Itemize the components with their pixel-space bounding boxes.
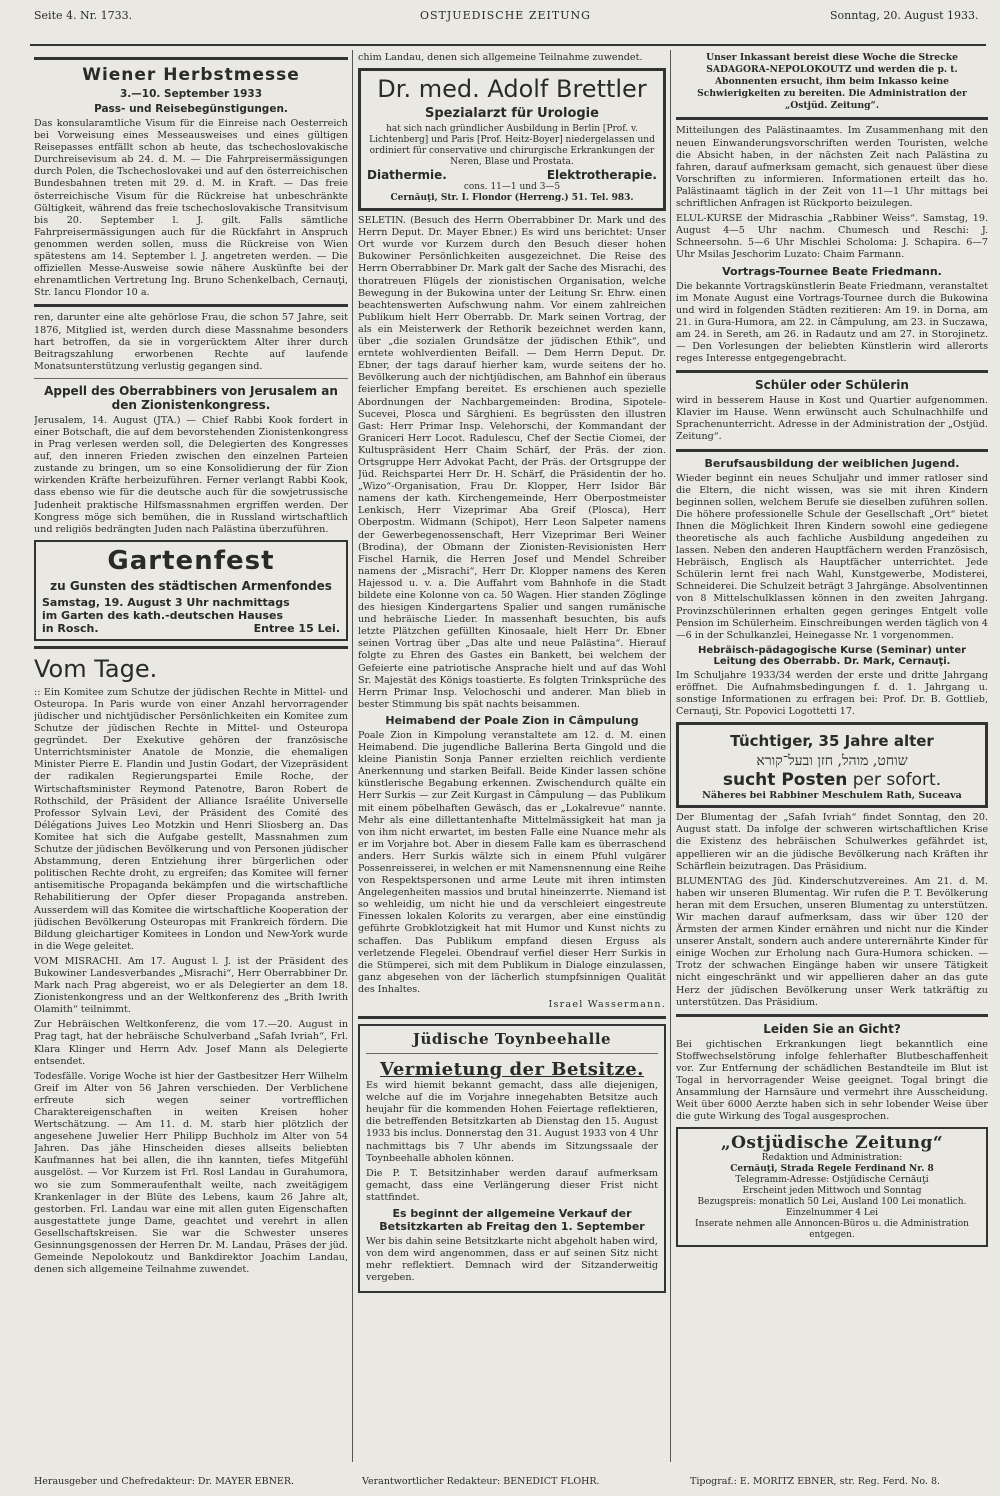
hebr-kurse-title: Hebräisch-pädagogische Kurse (Seminar) unter Leitung des Oberrabb. Dr. Mark, Cernauţi. <box>697 644 967 667</box>
verkauf-text: Wer bis dahin seine Betsitzkarte nicht abgeholt haben wird, von dem wird angenommen, dass er auf seinen Sitz nicht mehr reflektiert. Demnach wird der Sitzanderweitig vergeben. <box>366 1236 658 1284</box>
schueler-text: wird in besserem Hause in Kost und Quartier aufgenommen. Klavier im Hause. Wenn erwünscht auch Schulnachhilfe und Sprachenunterricht. Adresse in der Administration der „Ostjüd. Zeitung“. <box>676 395 988 443</box>
inkasso-notice: Unser Inkassant bereist diese Woche die Strecke SADAGORA-NEPOLOKOUTZ und werden die p. t. Abonnenten ersucht, ihm beim Inkasso keine Schwierigkeiten zu bereiten. Die Administration der „Ostjüd. Zeitung“. <box>697 52 967 112</box>
blumentag-text: Der Blumentag der „Safah Ivriah“ findet Sonntag, den 20. August statt. Da infolge der schweren wirtschaftlichen Krise die Existenz des hebräischen Schulwerkes gefährdet ist, appellieren wir an die jüdische Bevölkerung nach Kräften ihr Schärflein beizutragen. Das Präsidium. <box>676 812 988 872</box>
section-rule <box>676 449 988 452</box>
section-rule <box>358 1016 666 1019</box>
toynbee-title: Jüdische Toynbeehalle <box>412 1030 612 1049</box>
tuechtiger-info: Näheres bei Rabbiner Meschulem Rath, Suceava <box>702 790 962 802</box>
page-number: Seite 4. Nr. 1733. <box>34 9 133 22</box>
tuechtiger-hebrew: שוחט, מוהל, חזן ובעל־קורא <box>756 753 908 770</box>
palaestinaamt-text: Mitteilungen des Palästinaamtes. Im Zusammenhang mit den neuen Einwanderungsvorschriften werden Touristen, welche die Absicht haben, in der nächsten Zeit nach Palästina zu fahren, darauf aufmerksam gemacht, sich genauest über diese Vorschriften zu informieren. Informationen erteilt das ho. Palästinaamt täglich in der Zeit von 11—1 Uhr mittags bei schriftlichen Anfragen ist Rückporto beizulegen. <box>676 125 988 210</box>
vortrag-text: Die bekannte Vortragskünstlerin Beate Friedmann, veranstaltet im Monate August eine Vortrags-Tournee durch die Bukowina und wird in folgenden Städten rezitieren: Am 19. in Dorna, am 21. in Gura-Humora, am 22. in Câmpulung, am 23. in Suczawa, am 24. in Sereth, am 26. in Radautz und am 27. in Storojinetz. — Den Vorlesungen der beliebten Künstlerin wird allerorts reges Interesse entgegengebracht. <box>676 280 988 365</box>
doctor-diathermie: Diathermie. <box>367 168 447 183</box>
vermietung-text2: Die P. T. Betsitzinhaber werden darauf aufmerksam gemacht, dass eine Verlängerung dieser Frist nicht stattfindet. <box>366 1167 658 1203</box>
vom-tage-title: Vom Tage. <box>34 654 158 683</box>
gicht-text: Bei gichtischen Erkrankungen liegt bekanntlich eine Stoffwechselstörung infolge fehlerhafter Blutbeschaffenheit vor. Zur Entfernung der schädlichen Bestandteile im Blut ist Togal in hervorragender Weise geeignet. Togal bringt die Ansammlung der Harnsäure und vermehrt ihre Ausscheidung. Weit über 6000 Aerzte haben sich in sehr lobender Weise über die gute Wirkung des Togal ausgesprochen. <box>676 1038 988 1123</box>
section-rule <box>676 117 988 120</box>
poale-text: Poale Zion in Kimpolung veranstaltete am 12. d. M. einen Heimabend. Die jugendliche Ballerina Berta Gingold und die kleine Pianistin Sonja Panner erzielten reichlich verdiente Anerkennung und starken Beifall. Beide Kinder lassen schöne künstlerische Begabung erkennen. Zwischendurch quälte ein Herr Surkis — zur Zeit Kurgast in Câmpulung — das Publikum mit einem pöbelhaften Gewäsch, das er „Lokalrevue“ nannte. Mehr als eine dillettantenhafte Mittelmässigkeit hat man ja von ihm nicht erwartet, im besten Falle eine Nuance mehr als er im Vorjahre bot. Aber in diesem Falle kam es überraschend anders. Herr Surkis wälzte sich in einem Pfuhl vulgärer Possenreisserei, in welchen er mit Namensnennung eine Reihe von Respektspersonen und arme Leute mit ihren intimsten Angelegenheiten massios und brutal hineinzerrte. Niemand ist so wehleidig, um nicht hie und da verschleiert eingestreute Finessen lokalen Kolorits zu verargen, aber eine einstündig geführte Grobklotzigkeit hat mit Humor und Kunst nichts zu schaffen. Das Publikum empfand diesen Erguss als verletzende Flegelei. Obendrauf verfiel dieser Herr Surkis in die Stümperei, sich mit dem Publikum in Dialoge einzulassen, ganz abgesehen von der lächerlich stumpfsinnigen Qualität des Inhaltes. <box>358 729 666 995</box>
continued-text: ren, darunter eine alte gehörlose Frau, die schon 57 Jahre, seit 1876, Mitglied ist, werden durch diese Massnahme besonders hart betroffen, da sie in vorgerücktem Alter ihrer durch Beitragszahlung erworbenen Rechte auf laufende Monatsunterstützung verlustig gegangen sind. <box>34 312 348 372</box>
gartenfest-line3: in Rosch. <box>42 621 99 635</box>
section-rule <box>676 1014 988 1017</box>
column-left <box>34 52 348 1462</box>
messe-dates: 3.—10. September 1933 <box>119 88 263 100</box>
gartenfest-ad <box>34 540 348 641</box>
section-rule <box>366 1053 658 1054</box>
newspaper-title: OSTJUEDISCHE ZEITUNG <box>420 9 591 22</box>
doctor-hours: cons. 11—1 und 3—5 <box>463 182 561 193</box>
impressum-box <box>676 1127 988 1247</box>
verkauf-title: Es beginnt der allgemeine Verkauf der Betsitzkarten ab Freitag den 1. September <box>379 1207 645 1234</box>
tuechtiger-sofort: per sofort. <box>852 770 942 791</box>
footer-editor: Verantwortlicher Redakteur: BENEDICT FLOHR. <box>362 1476 600 1487</box>
elul-text: ELUL-KURSE der Midraschia „Rabbiner Weiss“. Samstag, 19. August 4—5 Uhr nachm. Chumesch und Reschi: J. Schneersohn. 5—6 Uhr Mischlei Scholoma: J. Schapira. 6—7 Uhr Msilas Jeschorim Luzato: Chaim Farmann. <box>676 213 988 261</box>
doctor-address: Cernăuţi, Str. I. Flondor (Herreng.) 51. Tel. 983. <box>390 193 634 204</box>
brettler-ad <box>358 68 666 211</box>
schueler-title: Schüler oder Schülerin <box>755 378 909 393</box>
hebr-kurse-text: Im Schuljahre 1933/34 werden der erste und dritte Jahrgang eröffnet. Die Aufnahmsbedingungen f. d. 1. Jahrgang u. sonstige Informationen zu erfragen bei: Prof. Dr. B. Gottlieb, Cernauţi, Str. Popovici Logottetti 17. <box>676 669 988 718</box>
gartenfest-title: Gartenfest <box>107 545 275 576</box>
impressum-redaktion: Redaktion und Administration: <box>761 1153 903 1164</box>
header-rule <box>30 44 986 46</box>
impressum-inserate: Inserate nehmen alle Annoncen-Büros u. die Administration entgegen. <box>695 1219 969 1241</box>
impressum-address: Cernăuţi, Strada Regele Ferdinand Nr. 8 <box>730 1164 934 1175</box>
komitee-text: :: Ein Komitee zum Schutze der jüdischen Rechte in Mittel- und Osteuropa. In Paris wurde von einer Anzahl hervorragender jüdischer und nichtjüdischer Persönlichkeiten ein Komitee zum Schutze der jüdischen Rechte in Mittel- und Osteuropa gegründet. Der Exekutive gehören der französische Unterrichtsminister Anatole de Monzie, die ehemaligen Minister Pierre E. Flandin und Justin Godart, der Vizepräsident der radikalen Regierungspartei Emile Roche, der Wirtschaftsminister Reymond Patenotre, Baron Robert de Rothschild, der Präsident der Alliance Israélite Universelle Professor Sylvain Levi, der Präsident des Comité des Délégations Juives Leo Motzkin und Henri Sliosberg an. Das Komitee hat sich die Aufgabe gestellt, Massnahmen zum Schutze der jüdischen Bevölkerung und von Personen jüdischer Abstammung, deren Entziehung ihrer bürgerlichen oder politischen Rechte droht, zu ergreifen; das Komitee will ferner antisemitische Propaganda bekämpfen und die wirtschaftliche Rehabilitierung der Opfer dieser Propaganda anstreben. Ausserdem will das Komitee die wirtschaftliche Kooperation der jüdischen Bevölkerung Osteuropas mit Frankreich fördern. Die Bildung gleichartiger Komitees in London und New-York wurde in die Wege geleitet. <box>34 686 348 952</box>
gartenfest-line1: Samstag, 19. August 3 Uhr nachmittags <box>42 595 290 609</box>
section-rule <box>34 378 348 379</box>
issue-date: Sonntag, 20. August 1933. <box>830 9 979 22</box>
tuechtiger-sucht: sucht Posten <box>722 770 848 791</box>
poale-signature: Israel Wassermann. <box>548 999 666 1010</box>
kook-text: Jerusalem, 14. August (JTA.) — Chief Rabbi Kook fordert in einer Botschaft, die auf dem bevorstehenden Zionistenkongress in Prag verlesen werden soll, die Delegierten des Kongresses auf, den inneren Frieden zwischen den einzelnen Parteien zustande zu bringen, um so eine Konsolidierung der für Zion wirkenden Kräfte herbeizuführen. Ferner verlangt Rabbi Kook, dass ebenso wie für die deutsche auch für die sowjetrussische Judenheit praktische Hilfsmassnahmen ergriffen werden. Der Kongress möge sich bemühen, die in Russland wirtschaftlich und religiös bedrängten Juden nach Palästina überzuführen. <box>34 414 348 535</box>
gicht-title: Leiden Sie an Gicht? <box>763 1021 901 1036</box>
section-rule <box>676 370 988 373</box>
doctor-text: hat sich nach gründlicher Ausbildung in Berlin [Prof. v. Lichtenberg] und Paris [Prof. Heitz-Boyer] niedergelassen und ordiniert für conservative und chirurgische Erkrankungen der Neren, Blase und Prostata. <box>369 124 655 168</box>
doctor-elektro: Elektrotherapie. <box>546 168 657 183</box>
impressum-telegram: Telegramm-Adresse: Ostjüdische Cernăuţi <box>735 1175 929 1186</box>
hebr-weltkonferenz-text: Zur Hebräischen Weltkonferenz, die vom 17.—20. August in Prag tagt, hat der hebräische Schulverband „Safah Ivriah“, Frl. Klara Klinger und Herrn Adv. Josef Mann als Delegierte entsendet. <box>34 1019 348 1067</box>
messe-text: Das konsularamtliche Visum für die Einreise nach Oesterreich bei Vorweisung eines Messeausweises und eines gültigen Reisepasses entfällt schon ab heute, das tschechoslovakische Durchreisevisum ab 24. d. M. — Die Fahrpreisermässigungen durch Polen, die Tschechoslovakei und auf den österreichischen Bundesbahnen treten mit 29. d. M. in Kraft. — Das freie österreichische Visum für die Rückreise hat unbeschränkte Gültigkeit, während das freie tschechoslovakische Transitvisum bis 20. September l. J. gilt. Falls sämtliche Fahrpreisermässigungen auch für die Rückfahrt in Anspruch genommen werden sollen, muss die Rückreise von Wien spätestens am 14. September l. J. angetreten werden. — Die offiziellen Messe-Ausweise sowie nähere Auskünfte bei der ehrenamtlichen Vertretung Ing. Bruno Schenkelbach, Cernauţi, Str. Iancu Flondor 10 a. <box>34 118 348 299</box>
impressum-price: Bezugspreis: monatlich 50 Lei, Ausland 100 Lei monatlich. Einzelnummer 4 Lei <box>697 1197 967 1219</box>
column-divider <box>352 50 353 1462</box>
section-rule <box>34 57 348 60</box>
section-rule <box>34 304 348 307</box>
kook-title: Appell des Oberrabbiners von Jerusalem an den Zionistenkongress. <box>44 383 338 412</box>
toynbeehalle-ad <box>358 1024 666 1293</box>
column-middle <box>358 52 666 1462</box>
vermietung-text: Es wird hiemit bekannt gemacht, dass alle diejenigen, welche auf die im Vorjahre innegehabten Betsitze auch heujahr für die kommenden Hohen Feiertage reflektieren, die betreffenden Betsitzkarten ab Dienstag den 15. August 1933 bis inclus. Donnerstag den 31. August 1933 von 4 Uhr nachmittags bis 7 Uhr abends im Sitzungssaale der Toynbeehalle abholen können. <box>366 1080 658 1164</box>
gartenfest-sub: zu Gunsten des städtischen Armenfondes <box>50 578 332 593</box>
doctor-specialty: Spezialarzt für Urologie <box>425 106 599 122</box>
masthead <box>0 0 1000 30</box>
section-rule <box>34 646 348 649</box>
beruf-title: Berufsausbildung der weiblichen Jugend. <box>704 456 960 470</box>
misrachi-text: VOM MISRACHI. Am 17. August l. J. ist der Präsident des Bukowiner Landesverbandes „Misrachi“, Herr Oberrabbiner Dr. Mark nach Prag abgereist, wo er als Delegierter an dem 18. Zionistenkongress und an der Weltkonferenz des „Brith Iwrith Olamith“ teilnimmt. <box>34 955 348 1016</box>
tuechtiger-ad <box>676 722 988 808</box>
vortrag-title: Vortrags-Tournee Beate Friedmann. <box>722 264 942 278</box>
messe-title: Wiener Herbstmesse <box>82 65 300 85</box>
impressum-title: „Ostjüdische Zeitung“ <box>720 1133 944 1154</box>
kinderschutz-text: BLUMENTAG des Jüd. Kinderschutzvereines. Am 21. d. M. haben wir unseren Blumentag. Wir rufen die P. T. Bevölkerung heran mit dem Ersuchen, unseren Blumentag zu unterstützen. Wir machen darauf aufmerksam, dass wir über 120 der Ärmsten der armen Kinder ernähren und nicht nur die Kinder unserer Anstalt, sondern auch andere unterernährte Kinder für einige Wochen zur Erholung nach Gura-Humora schicken. — Trotz der schwachen Eingänge haben wir unsere Tätigkeit nicht eingeschränkt und wir appellieren daher an das gute Herz der jüdischen Bevölkerung unser Werk tatkräftig zu unterstützen. Das Präsidium. <box>676 875 988 1008</box>
continued-top-text: chim Landau, denen sich allgemeine Teilnahme zuwendet. <box>358 52 643 63</box>
todesfaelle-text: Todesfälle. Vorige Woche ist hier der Gastbesitzer Herr Wilhelm Greif im Alter von 56 Jahren verschieden. Der Verblichene erfreute sich wegen seiner vortrefflichen Charaktereigenschaften in weiten Kreisen hoher Wertschätzung. — Am 11. d. M. starb hier plötzlich der angesehene Juwelier Herr Philipp Buchholz im Alter von 54 Jahren. Das jähe Hinscheiden dieses allseits beliebten Kaufmannes hat bei allen, die ihn kannten, tiefes Mitgefühl ausgelöst. — Vor Kurzem ist Frl. Rosl Landau in Gurahumora, wo sie zum Sommeraufenthalt weilte, nach zweitägigem Krankenlager in der Blüte des Lebens, kaum 26 Jahre alt, gestorben. Frl. Landau war eine mit allen guten Eigenschaften ausgestattete junge Dame, geachtet und verehrt in allen Gesellschaftskreisen. Sie war die Schwester unseres Gesinnungsgenossen der Herren Dr. M. Landau, Präses der jüd. Gemeinde Nepolokoutz und Bankdirektor Joachim Landau, denen sich allgemeine Teilnahme zuwendet. <box>34 1070 348 1276</box>
seletin-text: SELETIN. (Besuch des Herrn Oberrabbiner Dr. Mark und des Herrn Deput. Dr. Mayer Ebner.) Es wird uns berichtet: Unser Ort wurde vor Kurzem durch den Besuch dieser hohen Bukowiner Persönlichkeiten ausgezeichnet. Die Reise des Herrn Oberrabbiner Dr. Mark galt der Sache des Misrachi, des thoratreuen Flügels der zionistischen Organisation, welche Bewegung in der Bukowina unter der Leitung Sr. Ehrw. einen beachtenswerten Aufschwung nahm. Vor einem zahlreichen Publikum hielt Herr Oberrabb. Dr. Mark seinen Vortrag, der als ein Meisterwerk der Rethorik bezeichnet werden kann, über „die sozialen Grundsätze der jüdischen Ethik“, und erntete wohlverdienten Beifall. — Dem Herrn Deput. Dr. Ebner, der tags darauf hierher kam, wurde seitens der ho. Bevölkerung auch der nichtjüdischen, am Bahnhof ein überaus feierlicher Empfang bereitet. Es erschienen auch spezielle Abordnungen der Nachbargemeinden: Brodina, Sipotele-Sucevei, Ploscа und Sărghieni. Es begrüssten den illustren Gast: Herr Primar Insp. Velehorschi, der Kommandant der Graniceri Herr Locot. Radulescu, Chef der Sectie Ciomei, der Kultuspräsident Herr Chaim Schärf, der Präs. der zion. Ortsgruppe Herr Advokat Pacht, der Präs. der Ortsgruppe der Jüd. Reichspartei Herr Dr. H. Schärf, die Präsidentin der ho. „Wizo“-Organisation, Frau Dr. Klopper, Herr Isidor Bär namens der kath. Kirchengemeinde, Herr Oberpostmeister Lenkisch, Herr Vizeprimar Aba Greif (Plosca), Herr Oberpostm. Widmann (Schipot), Herr Leon Salpeter namens der Gewerbegenossenschaft, Herr Vizeprimar Beri Weiner (Brodina), der Obmann der Zionisten-Revisionisten Herr Fischel Harnik, die Herren Josef und Mendel Schreiber namens der „Misrachi“, Herr Dr. Klopper namens des Keren Hajessod u. v. a. Die Auffahrt vom Bahnhofe in die Stadt bildete eine Kolonne von ca. 50 Wagen. Hier standen Zöglinge des hiesigen Kindergartens Spalier und sangen rumänische und hebräische Lieder. In massenhaft besuchten, bis aufs letzte Plätzchen gefüllten Kinosaale, hielt Herr Dr. Ebner seinen Vortrag über „Das alte und neue Palästina“. Hierauf folgte zu Ehren des Gastes ein Bankett, bei welchem der Gefeierte eine patriotische Ansprache hielt und auf das Wohl Sr. Majestät des Königs toastierte. Es folgten Trinksprüche des Herrn Primar Insp. Velochoschi und anderer. Man blieb in bester Stimmung bis spät nachts beisammen. <box>358 215 666 710</box>
footer-printer: Tipograf.: E. MORITZ EBNER, str. Reg. Ferd. No. 8. <box>690 1476 941 1487</box>
gartenfest-entree: Entree 15 Lei. <box>253 621 340 635</box>
beruf-text: Wieder beginnt ein neues Schuljahr und immer ratloser sind die Eltern, die nicht wissen, was sie mit ihren Kindern beginnen sollen, welchem Berufe sie dieselben zuführen sollen. Die höhere professionelle Schule der Gesellschaft „Ort“ bietet Ihnen die Möglichkeit Ihren Kindern sowohl eine gediegene theoretische als auch fachliche Ausbildung angedeihen zu lassen. Neben den anderen Hauptfächern werden Französisch, Hebräisch, Englisch als Hauptfächer unterrichtet. Jede Schülerin lernt frei nach Wahl, Kunstgewerbe, Modisterei, Schneiderei. Die Schulzeit beträgt 3 Jahrgänge. Absolventinnen von 8 Mittelschulklassen können in den zweiten Jahrgang. Provinzschülerinnen erhalten gegen geringes Entgelt volle Pension im Schülerheim. Einschreibungen werden täglich von 4—6 in der Schulkanzlei, Heinegasse Nr. 1 vorgenommen. <box>676 472 988 641</box>
footer <box>0 1466 1000 1496</box>
footer-publisher: Herausgeber und Chefredakteur: Dr. MAYER EBNER. <box>34 1476 294 1487</box>
doctor-name: Dr. med. Adolf Brettler <box>377 75 647 104</box>
gartenfest-line2: im Garten des kath.-deutschen Hauses <box>42 608 284 622</box>
vermietung-title: Vermietung der Betsitze. <box>380 1059 644 1081</box>
messe-subtitle: Pass- und Reisebegünstigungen. <box>94 103 288 115</box>
tuechtiger-title: Tüchtiger, 35 Jahre alter <box>730 732 934 751</box>
impressum-days: Erscheint jeden Mittwoch und Sonntag <box>742 1186 922 1197</box>
column-divider <box>670 50 671 1462</box>
poale-title: Heimabend der Poale Zion in Câmpulung <box>385 713 639 727</box>
column-right <box>676 52 988 1462</box>
